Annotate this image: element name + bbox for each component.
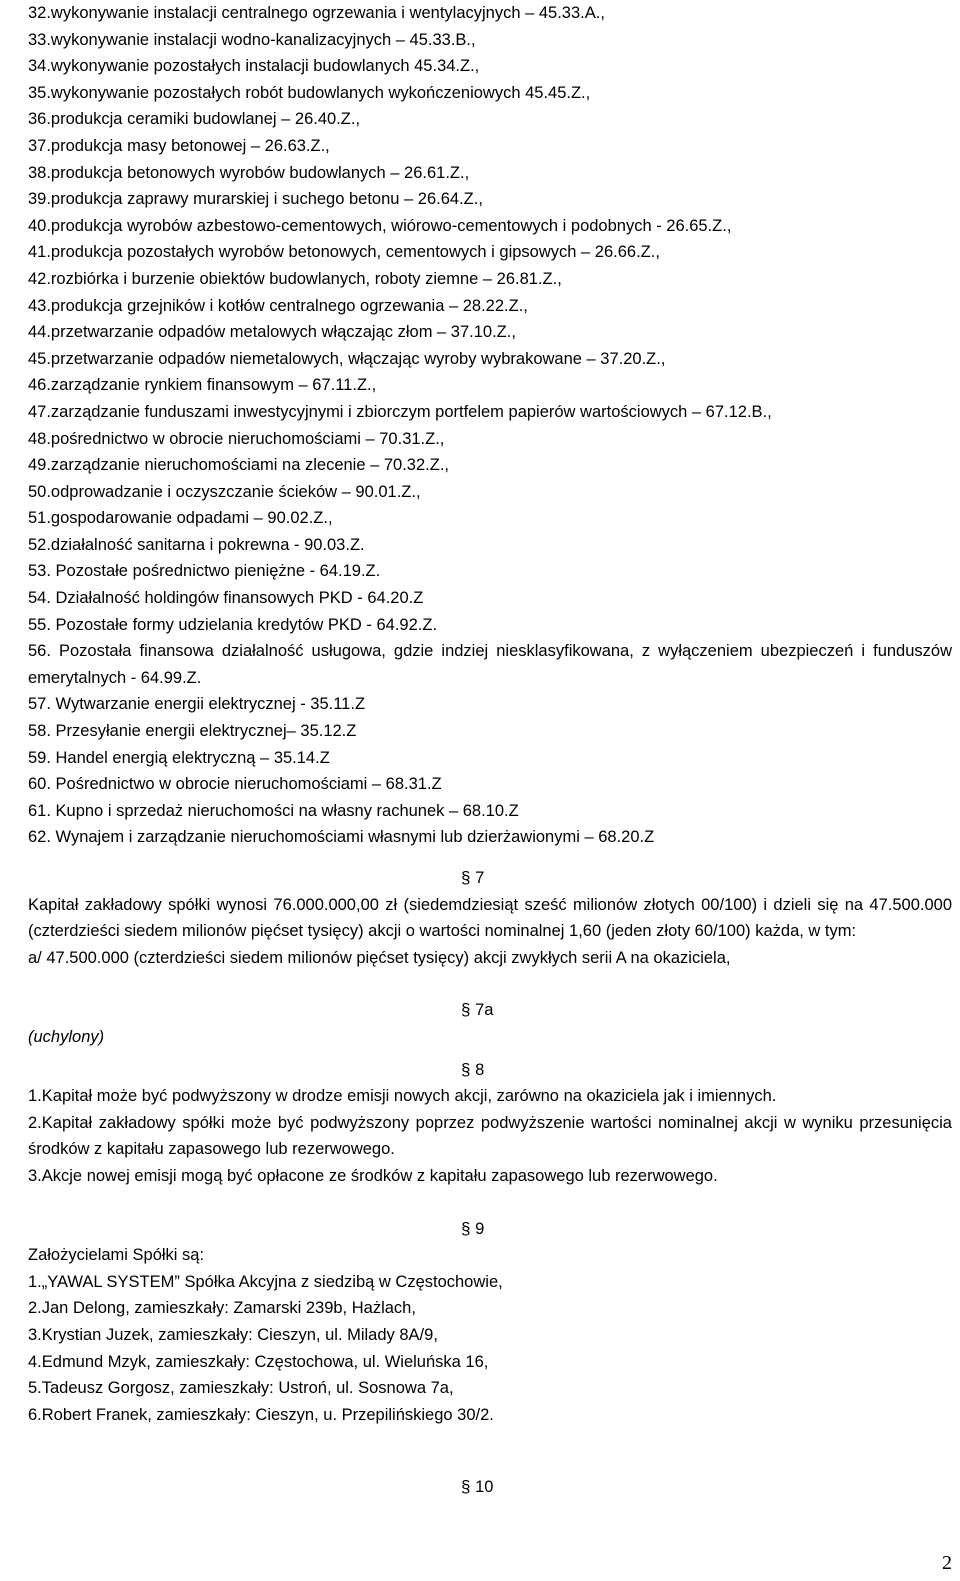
section-number: 7a <box>475 1001 494 1020</box>
list-item: 54. Działalność holdingów finansowych PKD - 64.20.Z <box>28 589 424 608</box>
list-item: 50.odprowadzanie i oczyszczanie ścieków – 90.01.Z., <box>28 482 421 501</box>
list-item: 47.zarządzanie funduszami inwestycyjnymi i zbiorczym portfelem papierów wartościowych – 67.12.B., <box>28 402 772 421</box>
list-item: 51.gospodarowanie odpadami – 90.02.Z., <box>28 509 333 528</box>
section-8-item: 1.Kapitał może być podwyższony w drodze emisji nowych akcji, zarówno na okaziciela jak i imiennych. <box>28 1087 777 1106</box>
list-item: 32.wykonywanie instalacji centralnego ogrzewania i wentylacyjnych – 45.33.A., <box>28 4 605 22</box>
list-item: 45.przetwarzanie odpadów niemetalowych, włączając wyroby wybrakowane – 37.20.Z., <box>28 349 666 368</box>
section-number: 7 <box>475 869 485 887</box>
document-body <box>28 0 952 1501</box>
section-7a-heading <box>28 997 952 1024</box>
founder-item: 1.„YAWAL SYSTEM” Spółka Akcyjna z siedzibą w Częstochowie, <box>28 1272 503 1291</box>
section-7-item-a: a/ 47.500.000 (czterdzieści siedem milionów pięćset tysięcy) akcji zwykłych serii A na okaziciela, <box>28 948 731 967</box>
list-item: 55. Pozostałe formy udzielania kredytów PKD - 64.92.Z. <box>28 615 438 634</box>
list-item: 42.rozbiórka i burzenie obiektów budowlanych, roboty ziemne – 26.81.Z., <box>28 269 562 288</box>
section-number: 10 <box>475 1478 494 1497</box>
list-item: 58. Przesyłanie energii elektrycznej– 35.12.Z <box>28 722 357 741</box>
section-number: 9 <box>475 1219 485 1238</box>
section-8-heading <box>28 1057 952 1084</box>
list-item: 52.działalność sanitarna i pokrewna - 90.03.Z. <box>28 535 365 554</box>
section-8-item: 2.Kapitał zakładowy spółki może być podwyższony poprzez podwyższenie wartości nominalnej akcji w wyniku przesunięcia środków z kapitału zapasowego lub rezerwowego. <box>28 1113 952 1159</box>
section-10-heading <box>28 1474 952 1501</box>
section-sign-icon: § <box>461 868 471 887</box>
list-item: 39.produkcja zaprawy murarskiej i suchego betonu – 26.64.Z., <box>28 190 483 209</box>
section-sign-icon: § <box>461 1477 471 1497</box>
list-item: 57. Wytwarzanie energii elektrycznej - 35.11.Z <box>28 695 366 714</box>
section-8-item: 3.Akcje nowej emisji mogą być opłacone ze środków z kapitału zapasowego lub rezerwowego. <box>28 1166 718 1185</box>
founder-item: 3.Krystian Juzek, zamieszkały: Cieszyn, ul. Milady 8A/9, <box>28 1325 438 1344</box>
list-item: 40.produkcja wyrobów azbestowo-cementowych, wiórowo-cementowych i podobnych - 26.65.Z., <box>28 216 732 235</box>
founder-item: 5.Tadeusz Gorgosz, zamieszkały: Ustroń, ul. Sosnowa 7a, <box>28 1379 454 1398</box>
section-sign-icon: § <box>461 1000 471 1020</box>
section-sign-icon: § <box>461 1218 471 1238</box>
list-item: 38.produkcja betonowych wyrobów budowlanych – 26.61.Z., <box>28 163 470 182</box>
list-item: 33.wykonywanie instalacji wodno-kanalizacyjnych – 45.33.B., <box>28 30 476 49</box>
section-number: 8 <box>475 1060 485 1079</box>
list-item: 36.produkcja ceramiki budowlanej – 26.40.Z., <box>28 110 361 129</box>
list-item: 46.zarządzanie rynkiem finansowym – 67.11.Z., <box>28 376 377 395</box>
list-item: 56. Pozostała finansowa działalność usługowa, gdzie indziej niesklasyfikowana, z wyłączeniem ubezpieczeń i funduszów emerytalnych - 64.99.Z. <box>28 642 952 687</box>
pkd-activity-list <box>28 0 952 851</box>
section-sign-icon: § <box>461 1059 471 1079</box>
list-item: 49.zarządzanie nieruchomościami na zlecenie – 70.32.Z., <box>28 456 449 475</box>
list-item: 53. Pozostałe pośrednictwo pieniężne - 64.19.Z. <box>28 562 381 581</box>
list-item: 59. Handel energią elektryczną – 35.14.Z <box>28 748 330 767</box>
founder-item: 6.Robert Franek, zamieszkały: Cieszyn, u. Przepilińskiego 30/2. <box>28 1405 494 1424</box>
list-item: 62. Wynajem i zarządzanie nieruchomościami własnymi lub dzierżawionymi – 68.20.Z <box>28 828 655 847</box>
list-item: 41.produkcja pozostałych wyrobów betonowych, cementowych i gipsowych – 26.66.Z., <box>28 243 660 262</box>
list-item: 44.przetwarzanie odpadów metalowych włączając złom – 37.10.Z., <box>28 323 516 342</box>
section-7-paragraph: Kapitał zakładowy spółki wynosi 76.000.000,00 zł (siedemdziesiąt sześć milionów złotych 00/100) i dzieli się na 47.500.000 (czterdzieści siedem milionów pięćset tysięcy) akcji o wartości nominalnej 1,60 (jeden złoty 60/100) każda, w tym: <box>28 895 952 941</box>
list-item: 61. Kupno i sprzedaż nieruchomości na własny rachunek – 68.10.Z <box>28 801 519 820</box>
list-item: 37.produkcja masy betonowej – 26.63.Z., <box>28 136 330 155</box>
list-item: 34.wykonywanie pozostałych instalacji budowlanych 45.34.Z., <box>28 57 480 76</box>
founder-item: 2.Jan Delong, zamieszkały: Zamarski 239b, Hażlach, <box>28 1299 416 1318</box>
page-number: 2 <box>942 1552 952 1574</box>
section-7-heading <box>28 865 952 892</box>
list-item: 43.produkcja grzejników i kotłów centralnego ogrzewania – 28.22.Z., <box>28 296 528 315</box>
section-9-intro: Założycielami Spółki są: <box>28 1246 205 1265</box>
section-7a-repealed-note: (uchylony) <box>28 1027 105 1046</box>
list-item: 48.pośrednictwo w obrocie nieruchomościami – 70.31.Z., <box>28 429 445 448</box>
list-item: 60. Pośrednictwo w obrocie nieruchomościami – 68.31.Z <box>28 775 442 794</box>
list-item: 35.wykonywanie pozostałych robót budowlanych wykończeniowych 45.45.Z., <box>28 83 591 102</box>
section-9-heading <box>28 1216 952 1243</box>
founder-item: 4.Edmund Mzyk, zamieszkały: Częstochowa, ul. Wieluńska 16, <box>28 1352 489 1371</box>
